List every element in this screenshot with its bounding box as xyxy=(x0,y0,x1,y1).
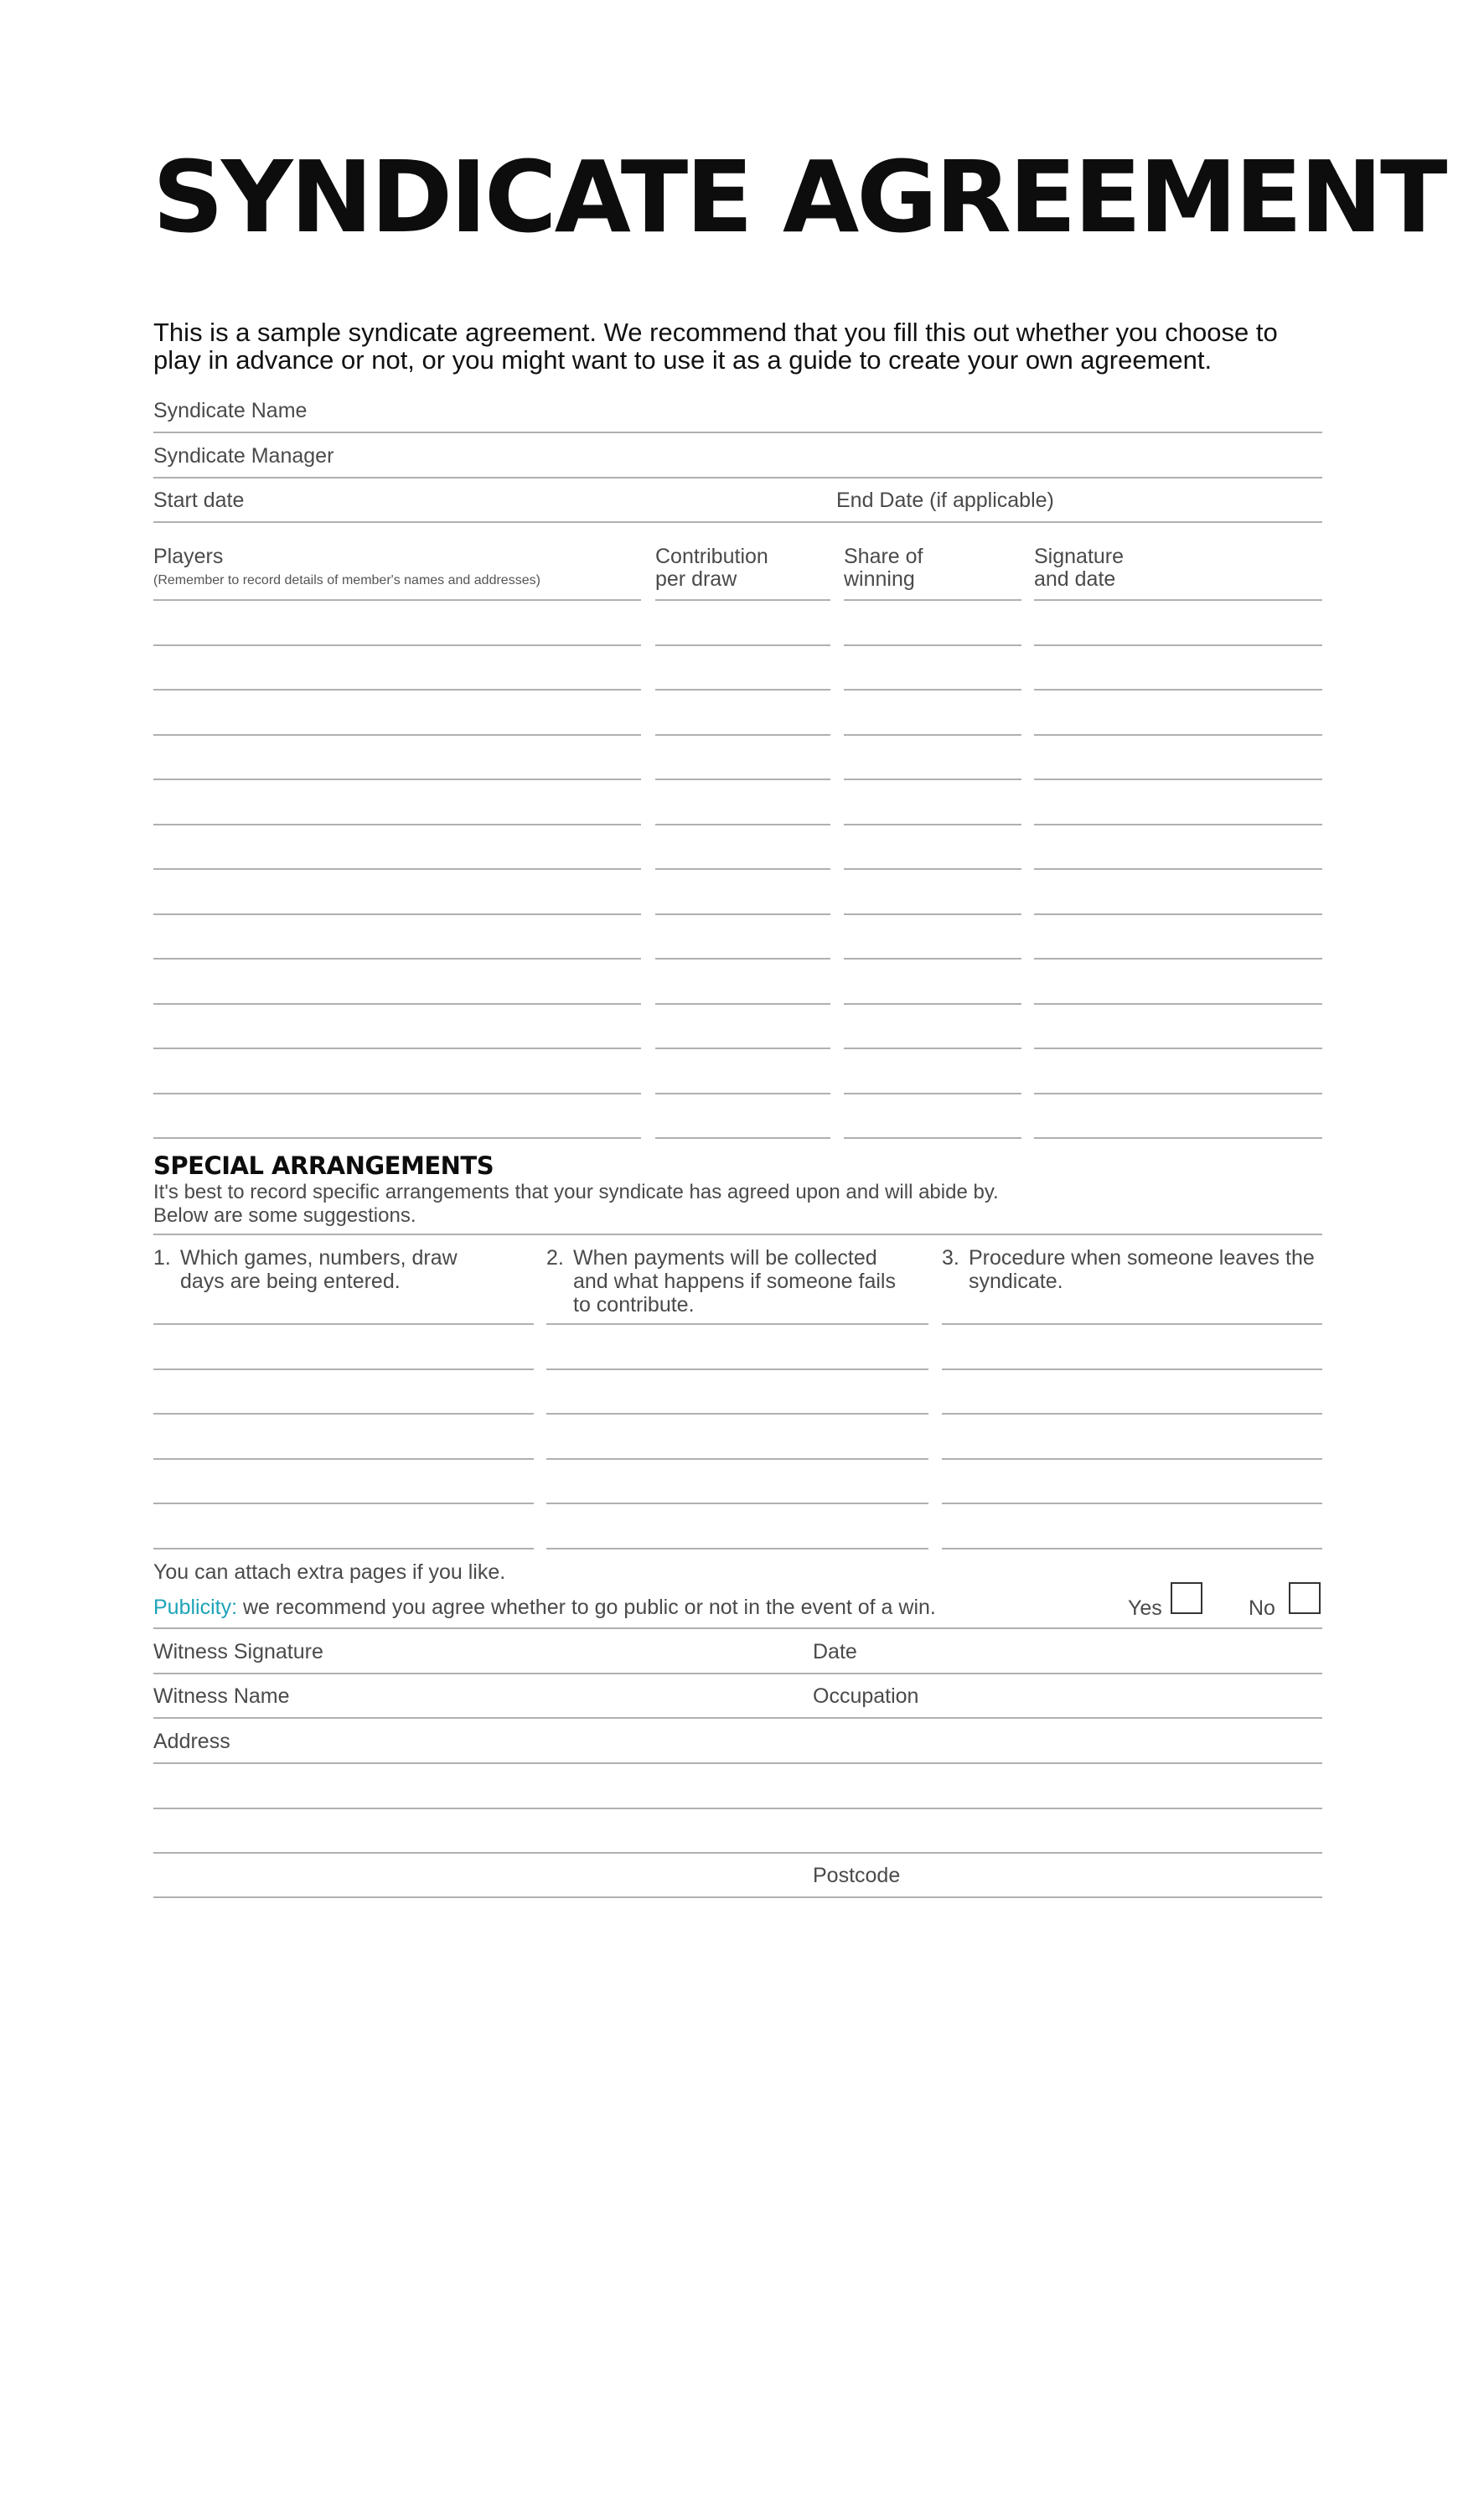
players-row-line[interactable] xyxy=(1034,734,1322,736)
players-row-line[interactable] xyxy=(153,913,641,915)
signature-header-2: and date xyxy=(1034,567,1116,591)
arrangement-row-line[interactable] xyxy=(942,1458,1322,1460)
suggestion-2-line3: to contribute. xyxy=(573,1293,695,1317)
publicity-divider xyxy=(153,1627,1322,1629)
special-arrangements-divider xyxy=(153,1234,1322,1235)
players-row-line[interactable] xyxy=(153,958,641,960)
suggestion-3-line2: syndicate. xyxy=(969,1270,1063,1293)
arrangement-row-line[interactable] xyxy=(546,1368,928,1370)
players-row-line[interactable] xyxy=(153,1003,641,1005)
arrangement-row-line[interactable] xyxy=(546,1548,928,1549)
players-row-line[interactable] xyxy=(655,868,830,870)
players-row-line[interactable] xyxy=(844,689,1021,691)
special-arrangements-title: SPECIAL ARRANGEMENTS xyxy=(153,1151,494,1180)
players-row-line[interactable] xyxy=(655,1137,830,1139)
witness-name-label: Witness Name xyxy=(153,1684,290,1708)
players-row-line[interactable] xyxy=(153,1137,641,1139)
players-row-line[interactable] xyxy=(655,1048,830,1049)
arrangement-row-line[interactable] xyxy=(546,1413,928,1415)
players-row-line[interactable] xyxy=(844,824,1021,825)
suggestion-1 xyxy=(153,1246,530,1322)
players-row-line[interactable] xyxy=(153,734,641,736)
suggestion-1-line2: days are being entered. xyxy=(180,1270,401,1293)
contribution-header-1: Contribution xyxy=(655,545,768,568)
publicity-description: we recommend you agree whether to go public or not in the event of a win. xyxy=(237,1596,936,1619)
syndicate-manager-line[interactable] xyxy=(153,477,1322,479)
witness-signature-line[interactable] xyxy=(153,1673,1322,1674)
arrangement-row-line[interactable] xyxy=(153,1368,534,1370)
players-row-line[interactable] xyxy=(153,689,641,691)
players-row-line[interactable] xyxy=(153,779,641,780)
players-row-line[interactable] xyxy=(153,868,641,870)
arrangement-row-line[interactable] xyxy=(942,1503,1322,1504)
players-row-line[interactable] xyxy=(655,599,830,601)
share-header-1: Share of xyxy=(844,545,923,568)
players-row-line[interactable] xyxy=(844,868,1021,870)
arrangement-row-line[interactable] xyxy=(546,1458,928,1460)
players-row-line[interactable] xyxy=(844,644,1021,646)
players-row-line[interactable] xyxy=(153,1093,641,1094)
players-row-line[interactable] xyxy=(655,689,830,691)
witness-name-line[interactable] xyxy=(153,1717,1322,1719)
syndicate-name-line[interactable] xyxy=(153,432,1322,433)
players-row-line[interactable] xyxy=(844,1093,1021,1094)
players-row-line[interactable] xyxy=(1034,1137,1322,1139)
players-row-line[interactable] xyxy=(844,734,1021,736)
players-row-line[interactable] xyxy=(844,958,1021,960)
suggestion-3-number: 3. xyxy=(942,1246,959,1270)
publicity-no-label: No xyxy=(1249,1596,1275,1620)
start-end-date-line[interactable] xyxy=(153,521,1322,523)
witness-address-line-2[interactable] xyxy=(153,1808,1322,1809)
suggestion-2 xyxy=(546,1246,923,1322)
witness-address-line-1[interactable] xyxy=(153,1762,1322,1764)
publicity-text xyxy=(153,1596,936,1619)
arrangement-row-line[interactable] xyxy=(153,1323,534,1325)
players-row-line[interactable] xyxy=(153,599,641,601)
players-row-line[interactable] xyxy=(655,1093,830,1094)
players-row-line[interactable] xyxy=(1034,779,1322,780)
contribution-header-2: per draw xyxy=(655,567,737,591)
players-row-line[interactable] xyxy=(153,824,641,825)
players-row-line[interactable] xyxy=(1034,868,1322,870)
players-row-line[interactable] xyxy=(1034,1003,1322,1005)
intro-text: This is a sample syndicate agreement. We recommend that you fill this out whether you choose to play in advance or not, or you might want to use it as a guide to create your own agreement. xyxy=(153,318,1278,375)
special-arrangements-text xyxy=(153,1181,1243,1228)
publicity-yes-label: Yes xyxy=(1128,1596,1162,1620)
signature-header-1: Signature xyxy=(1034,545,1125,568)
start-date-label: Start date xyxy=(153,489,245,512)
witness-occupation-label: Occupation xyxy=(813,1684,919,1708)
syndicate-name-label: Syndicate Name xyxy=(153,399,308,422)
arrangement-row-line[interactable] xyxy=(942,1413,1322,1415)
players-row-line[interactable] xyxy=(844,779,1021,780)
players-row-line[interactable] xyxy=(153,644,641,646)
players-row-line[interactable] xyxy=(153,1048,641,1049)
players-note: (Remember to record details of member's names and addresses) xyxy=(153,573,540,587)
special-arrangements-text-line1: It's best to record specific arrangements that your syndicate has agreed upon and will abide by. xyxy=(153,1181,999,1203)
players-row-line[interactable] xyxy=(1034,599,1322,601)
witness-postcode-label: Postcode xyxy=(813,1864,901,1887)
suggestion-2-number: 2. xyxy=(546,1246,564,1270)
witness-address-line-3[interactable] xyxy=(153,1852,1322,1854)
players-row-line[interactable] xyxy=(1034,644,1322,646)
players-row-line[interactable] xyxy=(1034,689,1322,691)
suggestion-1-line1: Which games, numbers, draw xyxy=(180,1246,458,1270)
suggestion-1-number: 1. xyxy=(153,1246,171,1270)
players-row-line[interactable] xyxy=(1034,958,1322,960)
end-date-label: End Date (if applicable) xyxy=(836,489,1054,512)
players-row-line[interactable] xyxy=(844,913,1021,915)
players-row-line[interactable] xyxy=(1034,1093,1322,1094)
suggestion-3 xyxy=(942,1246,1322,1322)
witness-date-label: Date xyxy=(813,1640,857,1663)
publicity-key: Publicity: xyxy=(153,1596,238,1619)
page-title: SYNDICATE AGREEMENT xyxy=(153,139,1445,255)
arrangement-row-line[interactable] xyxy=(942,1548,1322,1549)
suggestion-2-line2: and what happens if someone fails xyxy=(573,1270,896,1293)
extra-pages-note: You can attach extra pages if you like. xyxy=(153,1560,506,1584)
players-row-line[interactable] xyxy=(844,599,1021,601)
syndicate-manager-label: Syndicate Manager xyxy=(153,444,334,468)
players-row-line[interactable] xyxy=(655,644,830,646)
players-row-line[interactable] xyxy=(655,734,830,736)
players-row-line[interactable] xyxy=(1034,1048,1322,1049)
players-row-line[interactable] xyxy=(655,958,830,960)
witness-address-label: Address xyxy=(153,1730,230,1753)
witness-postcode-line[interactable] xyxy=(153,1896,1322,1898)
arrangement-row-line[interactable] xyxy=(546,1323,928,1325)
players-row-line[interactable] xyxy=(655,824,830,825)
players-row-line[interactable] xyxy=(1034,913,1322,915)
share-header-2: winning xyxy=(844,567,915,591)
arrangement-row-line[interactable] xyxy=(153,1548,534,1549)
arrangement-row-line[interactable] xyxy=(153,1503,534,1504)
players-row-line[interactable] xyxy=(844,1137,1021,1139)
players-row-line[interactable] xyxy=(655,1003,830,1005)
players-row-line[interactable] xyxy=(655,779,830,780)
arrangement-row-line[interactable] xyxy=(942,1368,1322,1370)
arrangement-row-line[interactable] xyxy=(546,1503,928,1504)
arrangement-row-line[interactable] xyxy=(942,1323,1322,1325)
players-row-line[interactable] xyxy=(844,1003,1021,1005)
arrangement-row-line[interactable] xyxy=(153,1458,534,1460)
players-row-line[interactable] xyxy=(844,1048,1021,1049)
special-arrangements-text-line2: Below are some suggestions. xyxy=(153,1204,416,1227)
suggestion-2-line1: When payments will be collected xyxy=(573,1246,877,1270)
witness-signature-label: Witness Signature xyxy=(153,1640,323,1663)
players-row-line[interactable] xyxy=(655,913,830,915)
arrangement-row-line[interactable] xyxy=(153,1413,534,1415)
players-row-line[interactable] xyxy=(1034,824,1322,825)
publicity-no-checkbox[interactable] xyxy=(1289,1582,1321,1614)
players-header: Players xyxy=(153,545,224,568)
suggestion-3-line1: Procedure when someone leaves the xyxy=(969,1246,1315,1270)
publicity-yes-checkbox[interactable] xyxy=(1171,1582,1202,1614)
